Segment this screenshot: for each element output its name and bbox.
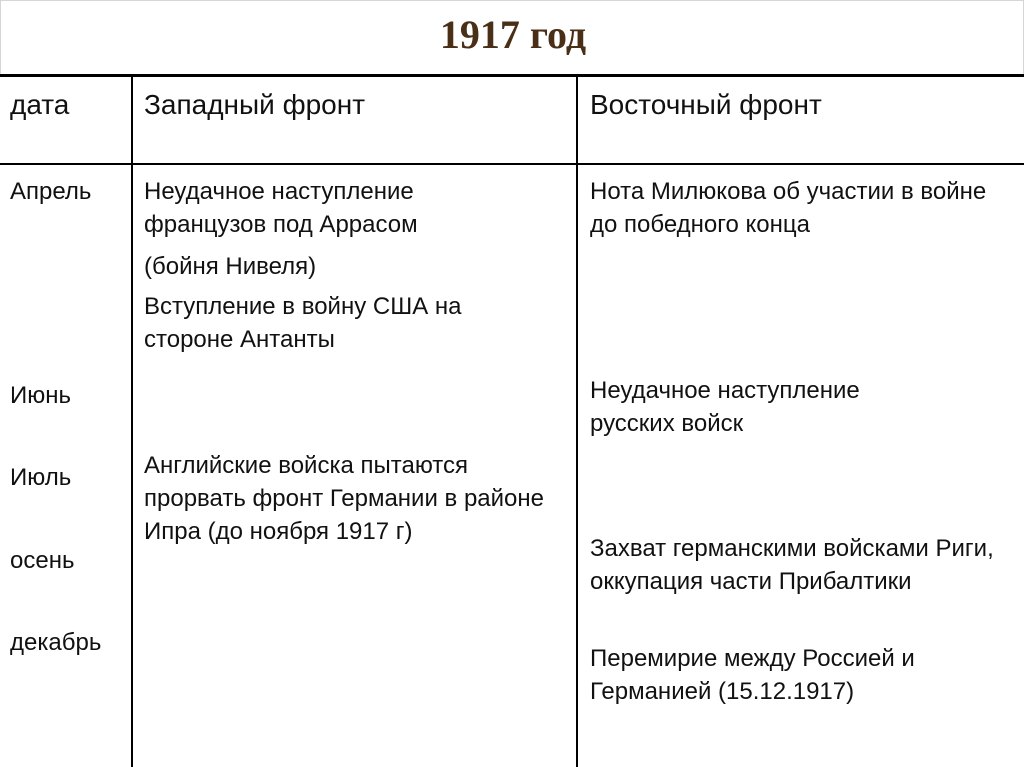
east-event-armistice: Перемирие между Россией и Германией (15.12.1917) [590, 645, 915, 705]
date-autumn: осень [10, 547, 75, 574]
column-divider-2 [576, 74, 578, 767]
east-event-riga: Захват германскими войсками Риги, оккупация части Прибалтики [590, 535, 994, 595]
date-april: Апрель [10, 178, 92, 205]
header-western-front: Западный фронт [144, 89, 366, 120]
west-event-usa-entry: Вступление в войну США на стороне Антанты [144, 293, 462, 353]
header-row-border [0, 163, 1024, 165]
title-area [0, 0, 1024, 74]
west-event-nivelle: (бойня Нивеля) [144, 253, 317, 280]
slide-title: 1917 год [439, 12, 587, 57]
west-event-arras: Неудачное наступление французов под Аррасом [144, 178, 418, 238]
table-top-border [0, 74, 1024, 77]
header-eastern-front: Восточный фронт [590, 89, 822, 120]
east-event-failed-offensive: Неудачное наступление русских войск [590, 377, 860, 437]
date-july: Июль [10, 464, 72, 491]
column-divider-1 [131, 74, 133, 767]
east-event-milyukov-note: Нота Милюкова об участии в войне до победного конца [590, 178, 987, 238]
date-december: декабрь [10, 629, 102, 656]
west-event-ypres: Английские войска пытаются прорвать фронт Германии в районе Ипра (до ноября 1917 г) [144, 452, 544, 545]
date-june: Июнь [10, 382, 72, 409]
header-date: дата [10, 89, 70, 120]
